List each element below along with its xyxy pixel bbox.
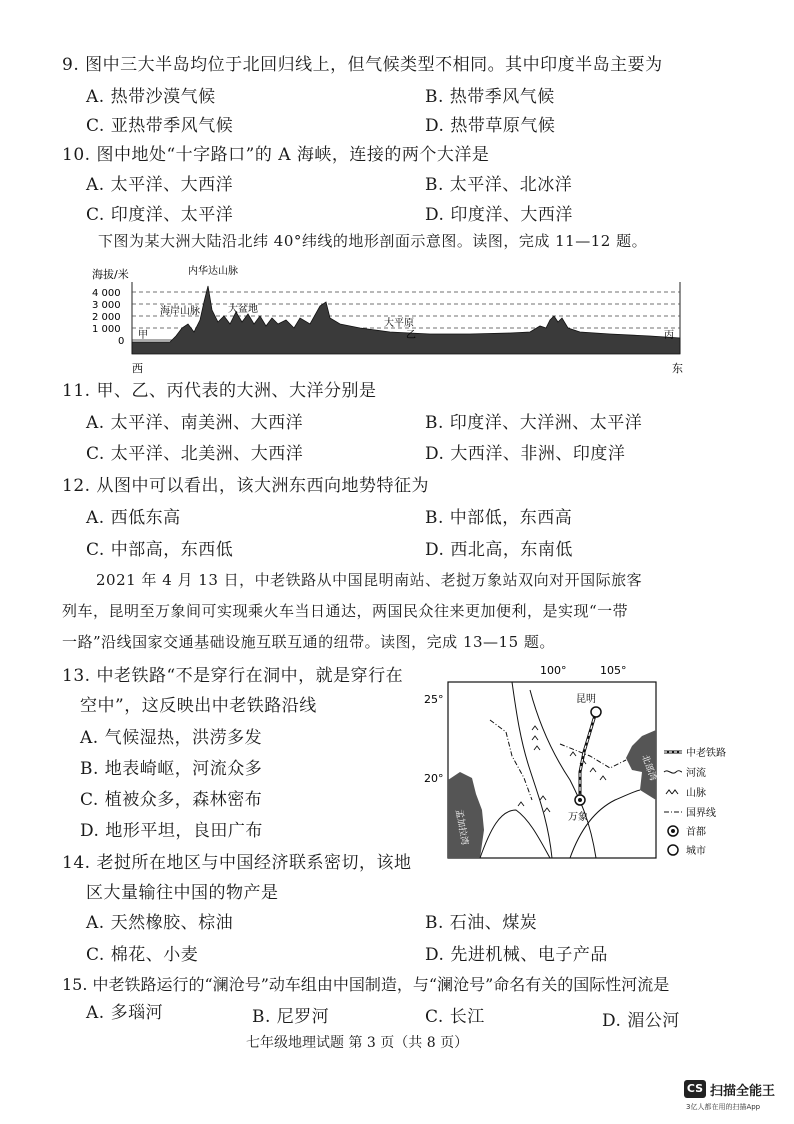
q13-option-a: A. 气候湿热，洪涝多发: [80, 728, 263, 748]
q10-option-d: D. 印度洋、大西洋: [425, 205, 573, 225]
q14-stem-line2: 区大量输往中国的物产是: [86, 883, 279, 903]
q11-option-a: A. 太平洋、南美洲、大西洋: [86, 413, 304, 433]
profile-tick-1000: 1 000: [92, 324, 121, 335]
legend-river-swatch: [664, 771, 682, 773]
brand-name: 扫描全能王: [710, 1084, 776, 1099]
q11-option-c: C. 太平洋、北美洲、大西洋: [86, 444, 304, 464]
q9-stem: 9. 图中三大半岛均位于北回归线上，但气候类型不相同。其中印度半岛主要为: [62, 55, 663, 75]
q13-option-d: D. 地形平坦，良田广布: [80, 821, 263, 841]
q12-stem: 12. 从图中可以看出，该大洲东西向地势特征为: [62, 476, 429, 496]
intro-13-15-line3: 一路”沿线国家交通基础设施互联互通的纽带。读图，完成 13—15 题。: [62, 633, 555, 651]
q15-option-c: C. 长江: [425, 1007, 485, 1027]
q9-option-b: B. 热带季风气候: [425, 87, 555, 107]
q12-option-b: B. 中部低，东西高: [425, 508, 573, 528]
q15-option-d: D. 湄公河: [602, 1011, 680, 1031]
brand-logo-icon: CS: [684, 1080, 706, 1098]
q12-option-c: C. 中部高，东西低: [86, 540, 234, 560]
q14-stem-line1: 14. 老挝所在地区与中国经济联系密切，该地: [62, 853, 412, 873]
intro-13-15-line2: 列车，昆明至万象间可实现乘火车当日通达，两国民众往来更加便利，是实现“一带: [62, 602, 629, 620]
q12-option-d: D. 西北高，东南低: [425, 540, 573, 560]
label-west: 西: [132, 362, 143, 375]
label-yi: 乙: [406, 330, 416, 341]
q13-stem-line2: 空中”，这反映出中老铁路沿线: [80, 696, 317, 716]
legend-border: 国界线: [686, 808, 716, 819]
q11-option-d: D. 大西洋、非洲、印度洋: [425, 444, 626, 464]
q10-option-a: A. 太平洋、大西洋: [86, 175, 234, 195]
brand-subtitle: 3亿人都在用的扫描App: [686, 1103, 761, 1111]
label-coast-mountain: 海岸山脉: [160, 306, 200, 317]
map-lon-100: 100°: [540, 664, 567, 677]
page-footer: 七年级地理试题 第 3 页（共 8 页）: [246, 1035, 469, 1051]
q11-option-b: B. 印度洋、大洋洲、太平洋: [425, 413, 643, 433]
map-gulf-bengal: 孟加拉湾: [453, 808, 470, 846]
q10-option-c: C. 印度洋、太平洋: [86, 205, 234, 225]
label-bing: 丙: [664, 330, 674, 341]
q14-option-c: C. 棉花、小麦: [86, 945, 199, 965]
profile-tick-0: 0: [118, 336, 125, 347]
map-lat-20: 20°: [424, 772, 444, 785]
q15-option-a: A. 多瑙河: [86, 1003, 164, 1023]
terrain-profile-figure: [90, 262, 700, 377]
q10-stem: 10. 图中地处“十字路口”的 A 海峡，连接的两个大洋是: [62, 145, 490, 165]
profile-tick-3000: 3 000: [92, 300, 121, 311]
map-lon-105: 105°: [600, 664, 627, 677]
legend-mountain-swatch: [666, 790, 678, 794]
legend-capital: 首都: [686, 827, 706, 838]
profile-tick-4000: 4 000: [92, 288, 121, 299]
label-great-basin: 大盆地: [228, 304, 258, 315]
q15-option-b: B. 尼罗河: [252, 1007, 330, 1027]
profile-ylabel: 海拔/米: [92, 268, 129, 281]
q10-option-b: B. 太平洋、北冰洋: [425, 175, 573, 195]
legend-city: 城市: [686, 846, 706, 857]
legend-capital-swatch-dot: [671, 829, 675, 833]
q13-option-c: C. 植被众多，森林密布: [80, 790, 263, 810]
label-nevada-mountain: 内华达山脉: [188, 266, 238, 277]
map-capital-vientiane: 万象: [568, 812, 588, 823]
q13-stem-line1: 13. 中老铁路“不是穿行在洞中，就是穿行在: [62, 666, 404, 686]
label-great-plains: 大平原: [384, 318, 414, 329]
q9-option-c: C. 亚热带季风气候: [86, 116, 234, 136]
map-gulf-tonkin: 北部湾: [639, 753, 658, 783]
q14-option-d: D. 先进机械、电子产品: [425, 945, 608, 965]
intro-13-15-line1: 2021 年 4 月 13 日，中老铁路从中国昆明南站、老挝万象站双向对开国际旅客: [96, 571, 643, 589]
q14-option-b: B. 石油、煤炭: [425, 913, 538, 933]
legend-railway: 中老铁路: [686, 748, 726, 759]
profile-tick-2000: 2 000: [92, 312, 121, 323]
map-legend: [664, 746, 726, 857]
map-capital-vientiane-dot: [578, 798, 582, 802]
map-lat-25: 25°: [424, 693, 444, 706]
q14-option-a: A. 天然橡胶、棕油: [86, 913, 234, 933]
legend-river: 河流: [686, 768, 706, 779]
legend-mountain: 山脉: [686, 788, 706, 799]
map-city-kunming-marker: [591, 707, 601, 717]
intro-11-12: 下图为某大洲大陆沿北纬 40°纬线的地形剖面示意图。读图，完成 11—12 题。: [98, 232, 648, 250]
legend-city-swatch: [668, 845, 678, 855]
q9-option-d: D. 热带草原气候: [425, 116, 556, 136]
label-jia: 甲: [138, 330, 148, 341]
q9-option-a: A. 热带沙漠气候: [86, 87, 216, 107]
q11-stem: 11. 甲、乙、丙代表的大洲、大洋分别是: [62, 381, 377, 401]
label-east: 东: [672, 362, 683, 375]
q15-stem: 15. 中老铁路运行的“澜沧号”动车组由中国制造，与“澜沧号”命名有关的国际性河流是: [62, 975, 670, 994]
q12-option-a: A. 西低东高: [86, 508, 181, 528]
railway-map-figure: [420, 660, 750, 860]
scanner-watermark: [684, 1078, 792, 1118]
map-city-kunming: 昆明: [576, 694, 596, 705]
q13-option-b: B. 地表崎岖，河流众多: [80, 759, 263, 779]
